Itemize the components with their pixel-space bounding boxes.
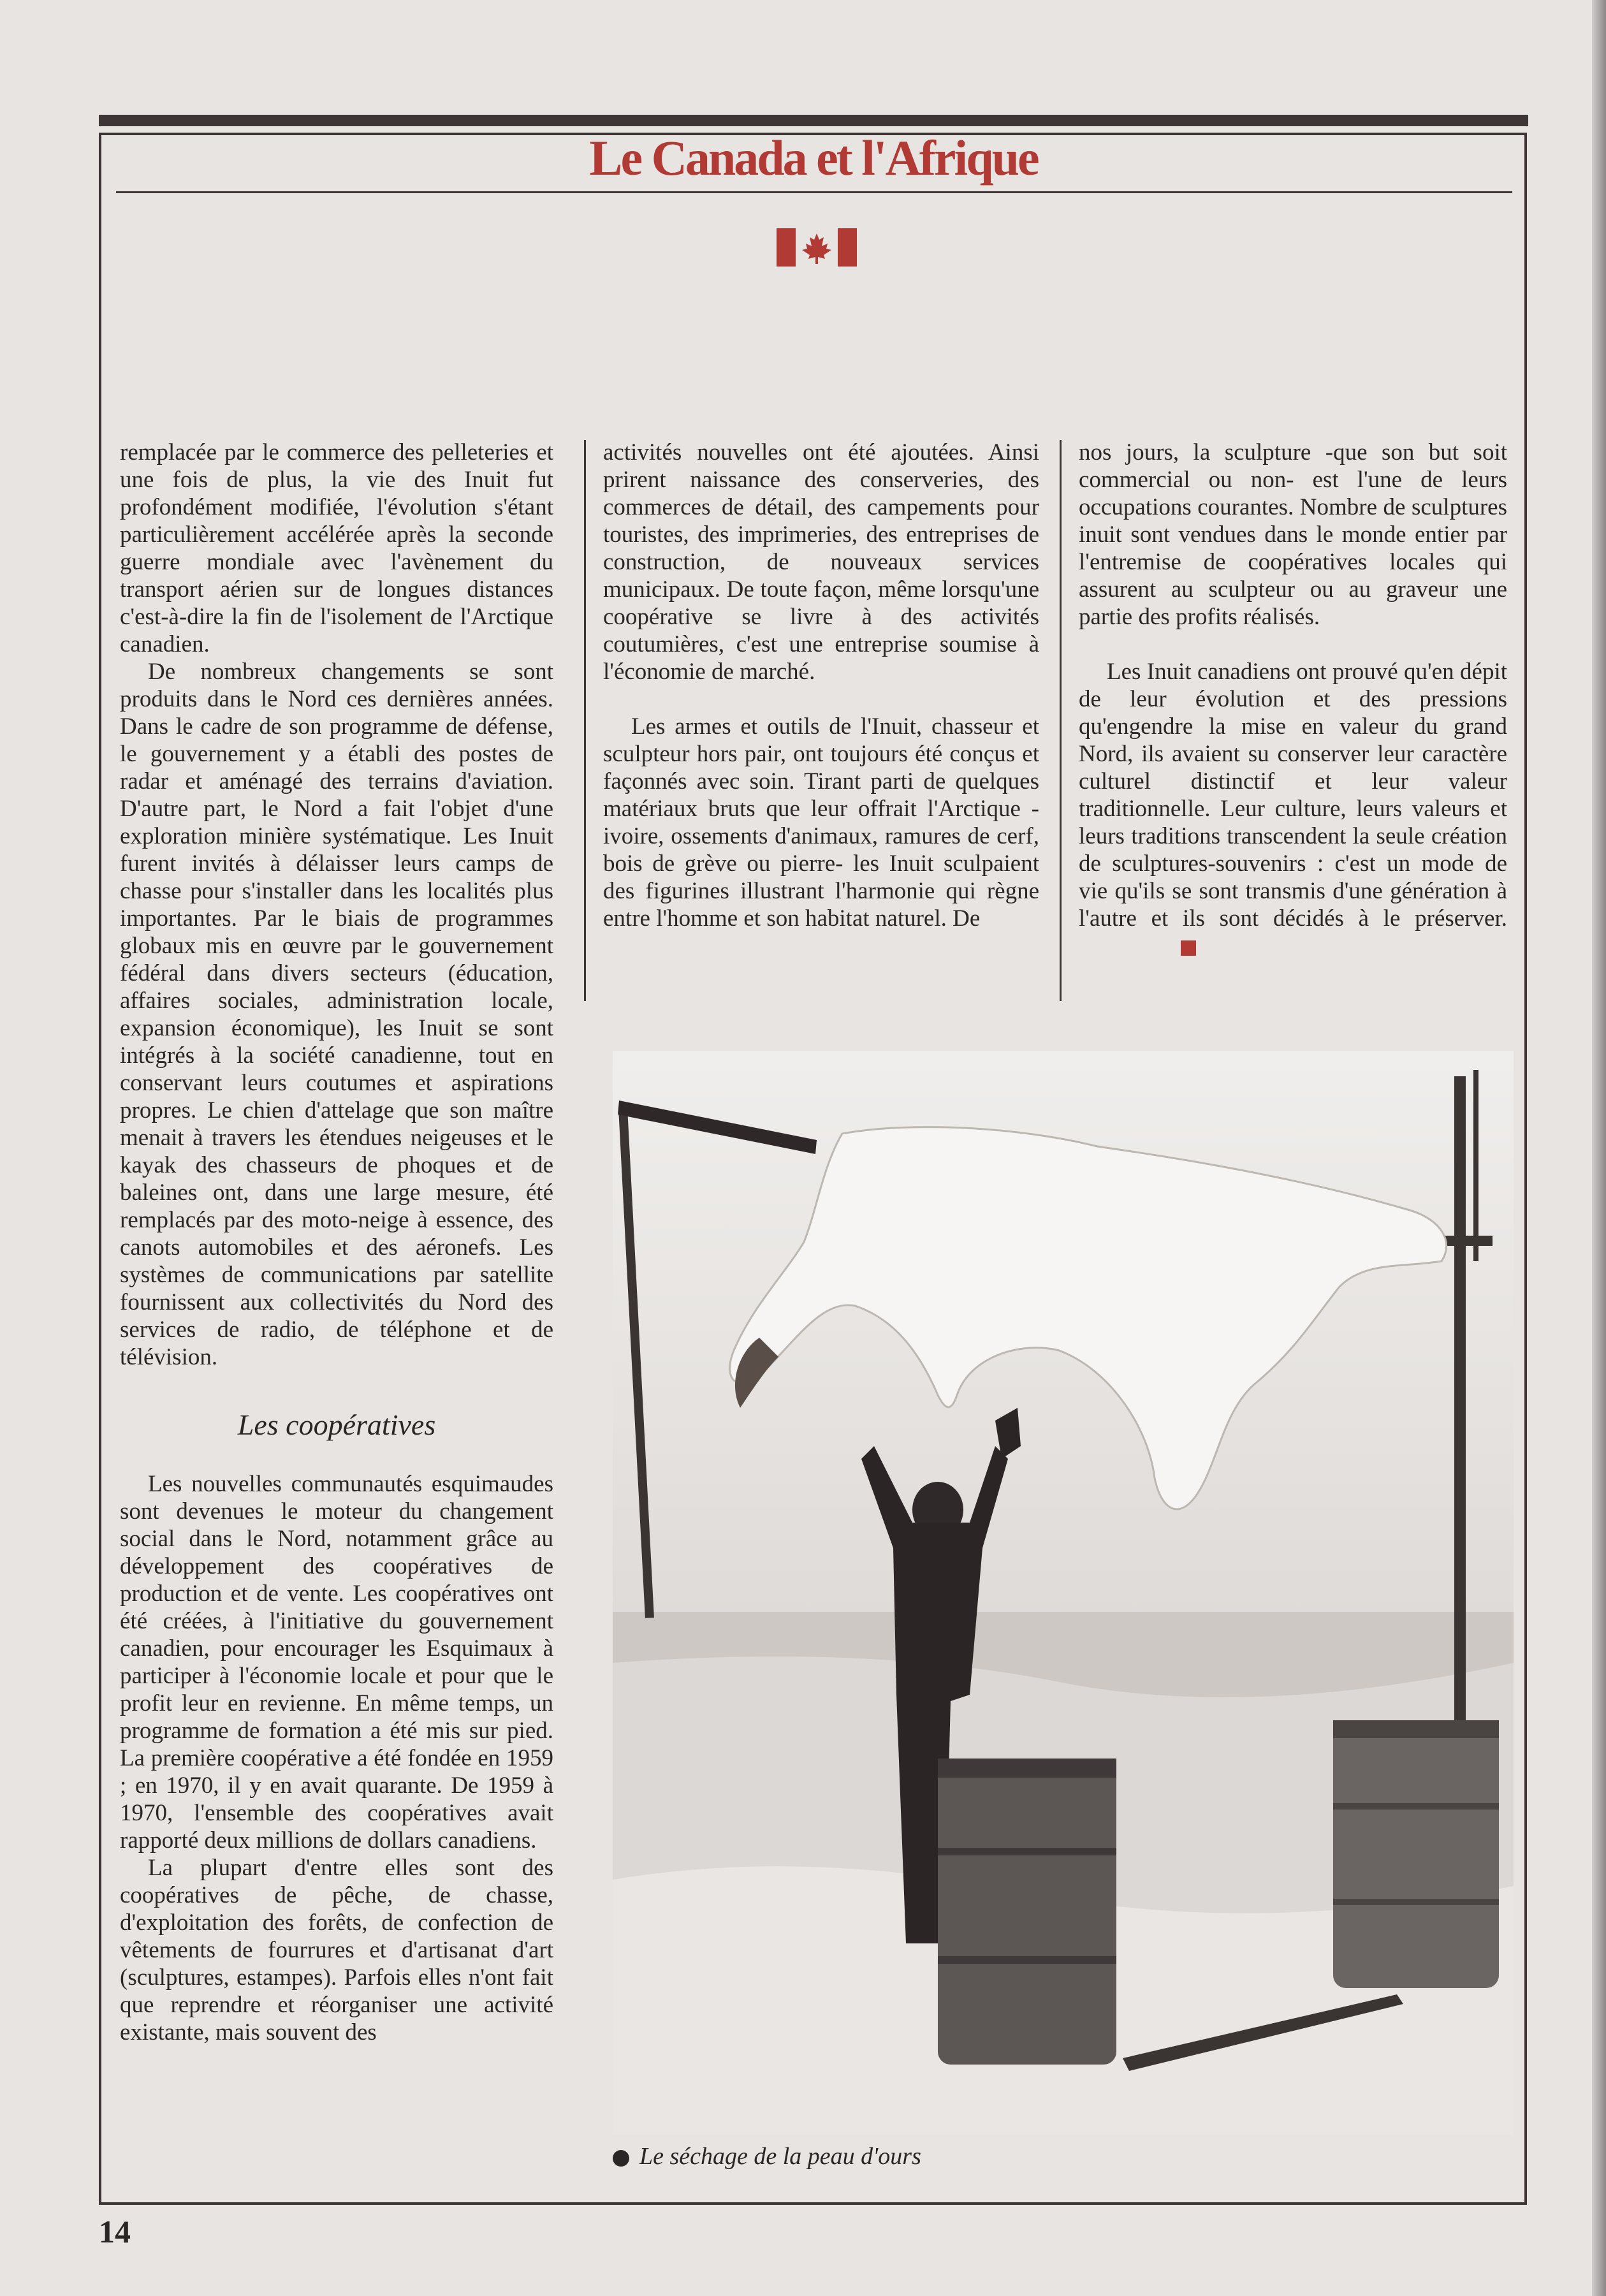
top-rule-bar [99, 115, 1528, 126]
photo-caption-text: Le séchage de la peau d'ours [639, 2143, 921, 2170]
photo-caption [613, 2142, 921, 2170]
canada-flag-icon [777, 228, 857, 267]
column-divider [584, 440, 586, 1001]
bullet-icon [613, 2150, 629, 2167]
header-rule [116, 191, 1512, 193]
section-subheading: Les coopératives [237, 1408, 436, 1441]
paragraph: La plupart d'entre elles sont des coopératives de pêche, de chasse, d'exploitation des forêts, de confection de vêtements de fourrures et d'artisanat d'art (sculptures, estampes). Parfois elles n'ont fait que reprendre et réorganiser une activité existante, mais souvent des [120, 1855, 553, 2045]
paragraph: Les armes et outils de l'Inuit, chasseur et sculpteur hors pair, ont toujours été conçus et façonnés avec soin. Tirant parti de quelques matériaux bruts que leur offrait l'Arctique -ivoire, ossements d'animaux, ramures de cerf, bois de grève ou pierre- les Inuit sculpaient des figurines illustrant l'harmonie qui règne entre l'homme et son habitat naturel. De [603, 713, 1039, 932]
paragraph: De nombreux changements se sont produits dans le Nord ces dernières années. Dans le cadre de son programme de défense, le gouvernement y a établi des postes de radar et aménagé des terrains d'aviation. D'autre part, le Nord a fait l'objet d'une exploration minière systématique. Les Inuit furent invités à délaisser leurs camps de chasse pour s'installer dans les localités plus importantes. Par le biais de programmes globaux mis en œuvre par le gouvernement fédéral dans divers secteurs (éducation, affaires sociales, administration locale, expansion économique), les Inuit se sont intégrés à la société canadienne, tout en conservant leurs coutumes et aspirations propres. Le chien d'attelage que son maître menait à travers les étendues neigeuses et le kayak des chasseurs de phoques et de baleines ont, dans une large mesure, été remplacés par des moto-neige à essence, des canots automobiles et des aéronefs. Les systèmes de communications par satellite fournissent aux collectivités du Nord des services de radio, de téléphone et de télévision. [120, 659, 553, 1370]
paragraph: activités nouvelles ont été ajoutées. Ainsi prirent naissance des conserveries, des commerces de détail, des campements pour touristes, des imprimeries, des entreprises de construction, de nouveaux services municipaux. De toute façon, même lorsqu'une coopérative se livre à des activités coutumières, c'est une entreprise soumise à l'économie de marché. [603, 439, 1039, 685]
column-3 [1079, 439, 1507, 960]
page-title: Le Canada et l'Afrique [589, 130, 1038, 186]
column-1 [120, 439, 553, 2046]
bear-skin-photo [613, 1051, 1514, 2135]
end-of-article-mark [1181, 940, 1196, 956]
column-divider [1060, 440, 1062, 1001]
page-edge-shadow [1592, 0, 1606, 2296]
page-number: 14 [99, 2214, 131, 2249]
photo-illustration [613, 1051, 1514, 2135]
paragraph-text: Les Inuit canadiens ont prouvé qu'en dépit de leur évolution et des pressions qu'engendre la mise en valeur du grand Nord, ils avaient su conserver leur caractère culturel distinctif et leur valeur traditionnelle. Leur culture, leurs valeurs et leurs traditions transcendent la seule création de sculptures-souvenirs : c'est un mode de vie qu'ils se sont transmis d'une génération à l'autre et ils sont décidés à le préserver. [1079, 659, 1507, 932]
paragraph [1079, 658, 1507, 960]
paragraph: remplacée par le commerce des pelleteries et une fois de plus, la vie des Inuit fut profondément modifiée, l'évolution s'étant particulièrement accélérée après la seconde guerre mondiale avec l'avènement du transport aérien sur de longues distances c'est-à-dire la fin de l'isolement de l'Arctique canadien. [120, 439, 553, 657]
paragraph: nos jours, la sculpture -que son but soit commercial ou non- est l'une de leurs occupations courantes. Nombre de sculptures inuit sont vendues dans le monde entier par l'entremise de coopératives locales qui assurent au sculpteur ou au graveur une partie des profits réalisés. [1079, 439, 1507, 630]
paragraph: Les nouvelles communautés esquimaudes sont devenues le moteur du changement social dans le Nord, notamment grâce au développement des coopératives de production et de vente. Les coopératives ont été créées, à l'initiative du gouvernement canadien, pour encourager les Esquimaux à participer à l'économie locale et pour que le profit leur en revienne. En même temps, un programme de formation a été mis sur pied. La première coopérative a été fondée en 1959 ; en 1970, il y en avait quarante. De 1959 à 1970, l'ensemble des coopératives avait rapporté deux millions de dollars canadiens. [120, 1471, 553, 1854]
column-2 [603, 439, 1039, 932]
